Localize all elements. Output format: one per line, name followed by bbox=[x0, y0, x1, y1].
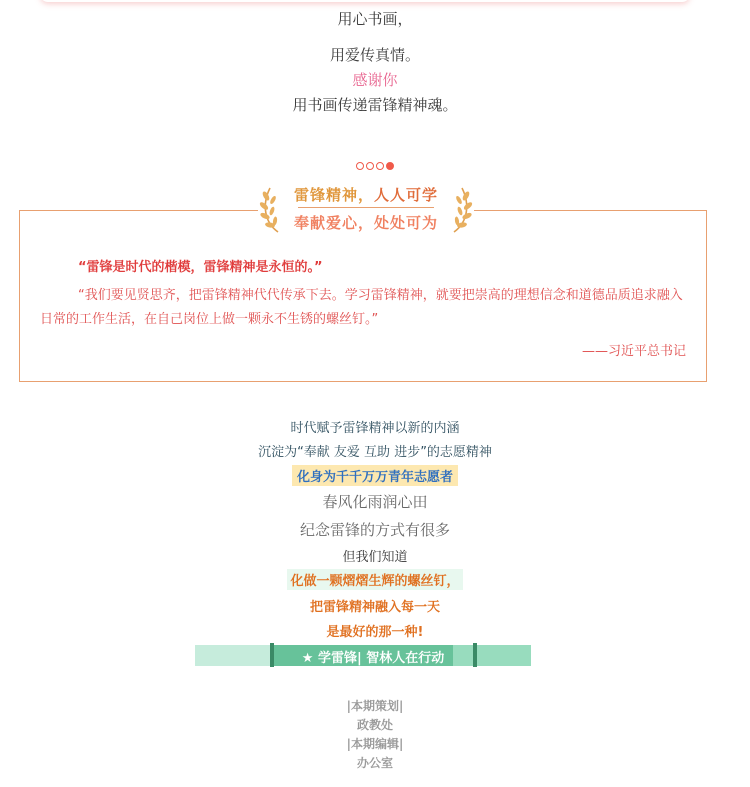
badge-title bbox=[286, 184, 446, 205]
body-line-6: 但我们知道 bbox=[342, 550, 408, 565]
poem-line-2: 用爱传真情。 bbox=[329, 46, 420, 64]
slide-pager[interactable] bbox=[0, 155, 750, 165]
title-badge bbox=[258, 180, 474, 236]
poem-line-1: 用心书画， bbox=[337, 10, 413, 28]
credits-editor-label: |本期编辑| bbox=[346, 737, 404, 751]
body-line-2: 沉淀为“奉献 友爱 互助 进步”的志愿精神 bbox=[258, 445, 492, 460]
poem-line-3: 感谢你 bbox=[352, 71, 398, 89]
quote-signature: ——习近平总书记 bbox=[581, 344, 686, 359]
badge-subtitle: 奉献爱心，处处可为 bbox=[293, 214, 438, 232]
body-line-4: 春风化雨润心田 bbox=[322, 493, 428, 511]
body-line-7-wrap bbox=[0, 569, 750, 590]
body-line-3-wrap bbox=[0, 465, 750, 486]
body-line-8: 把雷锋精神融入每一天 bbox=[309, 600, 440, 615]
top-card-edge bbox=[40, 0, 690, 2]
body-line-3: 化身为千千万万青年志愿者 bbox=[292, 465, 458, 486]
pager-dot[interactable] bbox=[366, 162, 374, 170]
pager-dot[interactable] bbox=[376, 162, 384, 170]
quote-body: “我们要见贤思齐，把雷锋精神代代传承下去。学习雷锋精神，就要把崇高的理想信念和道德品质追求融入日常的工作生活，在自己岗位上做一颗永不生锈的螺丝钉。” bbox=[40, 288, 683, 327]
credits-planning-value: 政教处 bbox=[356, 718, 393, 732]
badge-title-b: 人人可学 bbox=[374, 186, 439, 204]
body-line-9: 是最好的那一种! bbox=[326, 625, 424, 640]
banner-post-left bbox=[270, 643, 274, 667]
badge-title-a: 雷锋精神， bbox=[293, 186, 374, 204]
pager-dot[interactable] bbox=[356, 162, 364, 170]
action-banner bbox=[195, 645, 531, 666]
poem-line-4: 用书画传递雷锋精神魂。 bbox=[292, 96, 458, 114]
laurel-right-icon bbox=[448, 184, 474, 234]
banner-text: ★ 学雷锋| 智林人在行动 bbox=[301, 651, 445, 666]
pager-dot-active[interactable] bbox=[386, 162, 394, 170]
body-line-5: 纪念雷锋的方式有很多 bbox=[299, 521, 450, 539]
badge-divider bbox=[298, 207, 434, 208]
quote-title: “雷锋是时代的楷模，雷锋精神是永恒的。” bbox=[78, 260, 323, 275]
banner-left-band bbox=[195, 645, 273, 666]
credits-editor-value: 办公室 bbox=[356, 756, 393, 770]
banner-post-right bbox=[473, 643, 477, 667]
body-line-7: 化做一颗熠熠生辉的螺丝钉， bbox=[287, 569, 462, 590]
credits-planning-label: |本期策划| bbox=[346, 699, 404, 713]
laurel-left-icon bbox=[258, 184, 284, 234]
body-line-1: 时代赋予雷锋精神以新的内涵 bbox=[290, 421, 460, 436]
